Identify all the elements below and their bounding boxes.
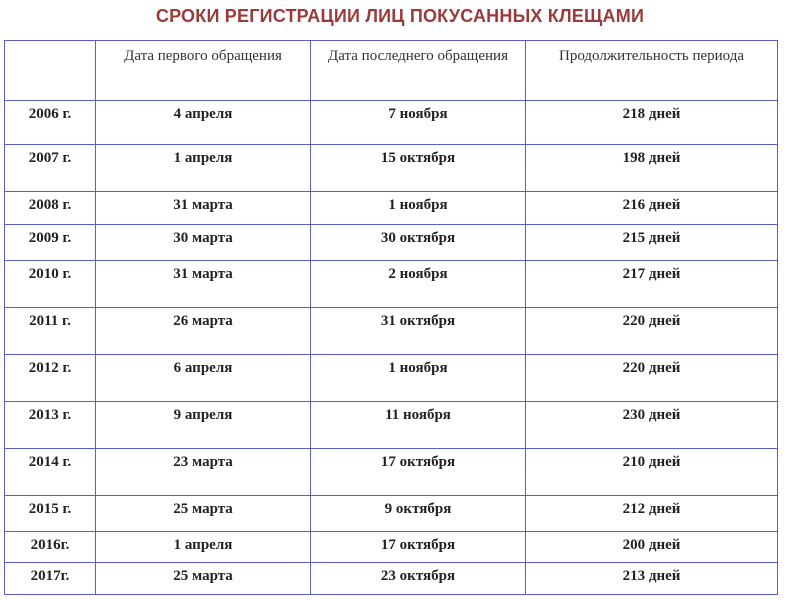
year-cell: 2013 г.: [5, 402, 96, 449]
header-first-date: Дата первого обращения: [96, 41, 311, 101]
duration-cell: 200 дней: [526, 532, 778, 563]
table-row: [5, 402, 778, 449]
header-duration: Продолжительность периода: [526, 41, 778, 101]
year-cell: 2016г.: [5, 532, 96, 563]
year-cell: 2010 г.: [5, 261, 96, 308]
first-date-cell: 25 марта: [96, 563, 311, 595]
last-date-cell: 1 ноября: [311, 355, 526, 402]
table-row: [5, 145, 778, 192]
last-date-cell: 11 ноября: [311, 402, 526, 449]
table-row: [5, 192, 778, 225]
duration-cell: 218 дней: [526, 101, 778, 145]
table-row: [5, 101, 778, 145]
header-row: [5, 41, 778, 101]
last-date-cell: 7 ноября: [311, 101, 526, 145]
first-date-cell: 1 апреля: [96, 145, 311, 192]
duration-cell: 220 дней: [526, 355, 778, 402]
year-cell: 2008 г.: [5, 192, 96, 225]
duration-cell: 230 дней: [526, 402, 778, 449]
first-date-cell: 30 марта: [96, 225, 311, 261]
duration-cell: 198 дней: [526, 145, 778, 192]
table-row: [5, 261, 778, 308]
last-date-cell: 9 октября: [311, 496, 526, 532]
first-date-cell: 1 апреля: [96, 532, 311, 563]
last-date-cell: 2 ноября: [311, 261, 526, 308]
duration-cell: 210 дней: [526, 449, 778, 496]
year-cell: 2017г.: [5, 563, 96, 595]
first-date-cell: 23 марта: [96, 449, 311, 496]
first-date-cell: 4 апреля: [96, 101, 311, 145]
first-date-cell: 26 марта: [96, 308, 311, 355]
duration-cell: 213 дней: [526, 563, 778, 595]
table-row: [5, 449, 778, 496]
last-date-cell: 23 октября: [311, 563, 526, 595]
table-row: [5, 355, 778, 402]
year-cell: 2006 г.: [5, 101, 96, 145]
last-date-cell: 31 октября: [311, 308, 526, 355]
duration-cell: 212 дней: [526, 496, 778, 532]
last-date-cell: 17 октября: [311, 449, 526, 496]
first-date-cell: 25 марта: [96, 496, 311, 532]
first-date-cell: 6 апреля: [96, 355, 311, 402]
duration-cell: 215 дней: [526, 225, 778, 261]
year-cell: 2011 г.: [5, 308, 96, 355]
table-row: [5, 496, 778, 532]
year-cell: 2012 г.: [5, 355, 96, 402]
header-year: [5, 41, 96, 101]
last-date-cell: 30 октября: [311, 225, 526, 261]
year-cell: 2014 г.: [5, 449, 96, 496]
year-cell: 2015 г.: [5, 496, 96, 532]
first-date-cell: 31 марта: [96, 261, 311, 308]
page-title: СРОКИ РЕГИСТРАЦИИ ЛИЦ ПОКУСАННЫХ КЛЕЩАМИ: [155, 6, 645, 26]
duration-cell: 220 дней: [526, 308, 778, 355]
header-last-date: Дата последнего обращения: [311, 41, 526, 101]
table-row: [5, 563, 778, 595]
first-date-cell: 9 апреля: [96, 402, 311, 449]
last-date-cell: 17 октября: [311, 532, 526, 563]
last-date-cell: 15 октября: [311, 145, 526, 192]
duration-cell: 216 дней: [526, 192, 778, 225]
table-row: [5, 308, 778, 355]
year-cell: 2007 г.: [5, 145, 96, 192]
table-row: [5, 225, 778, 261]
table-row: [5, 532, 778, 563]
first-date-cell: 31 марта: [96, 192, 311, 225]
year-cell: 2009 г.: [5, 225, 96, 261]
duration-cell: 217 дней: [526, 261, 778, 308]
last-date-cell: 1 ноября: [311, 192, 526, 225]
registration-table: [4, 40, 778, 595]
